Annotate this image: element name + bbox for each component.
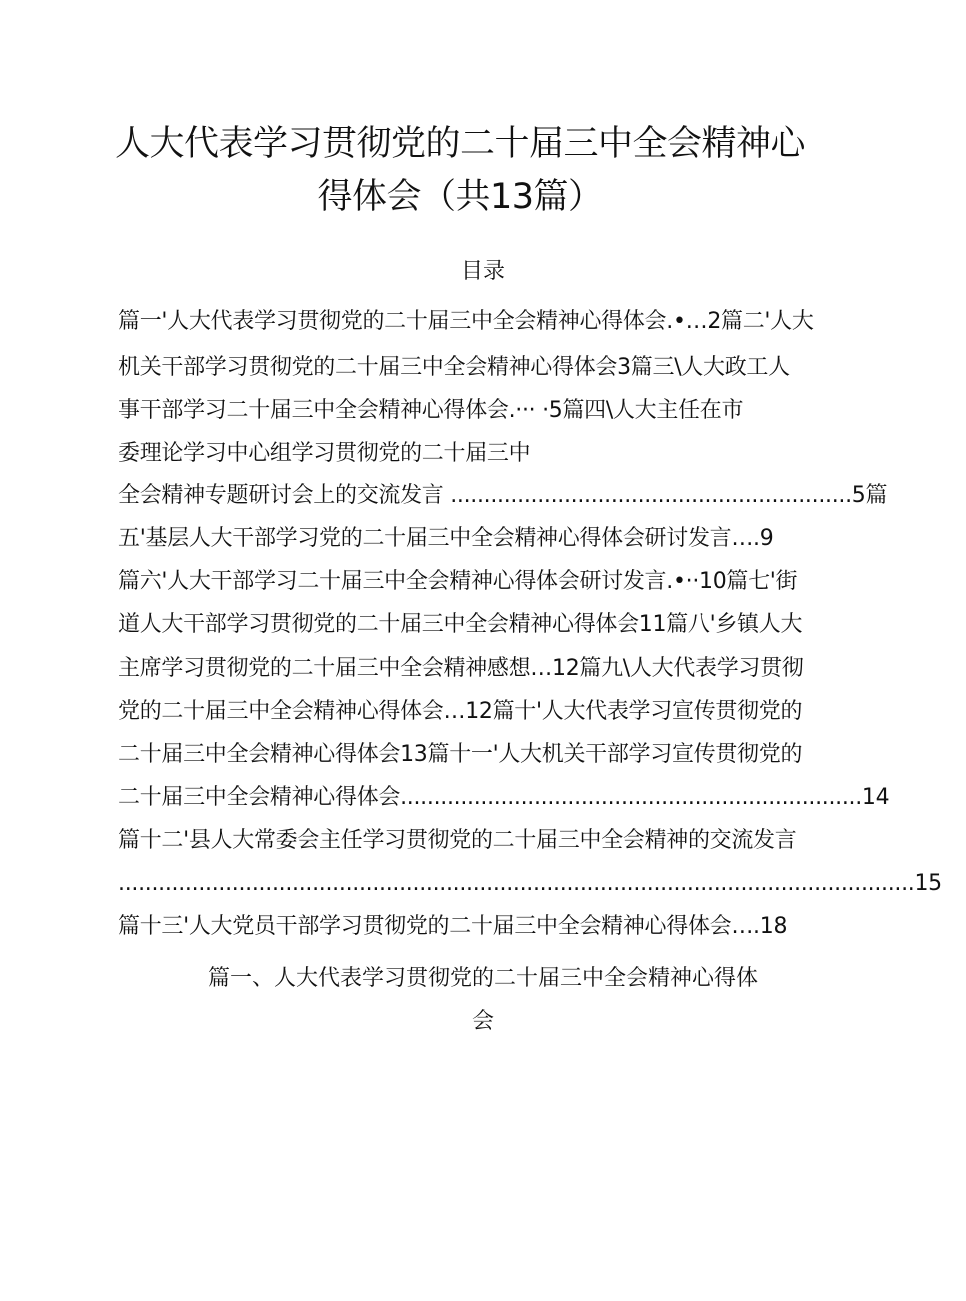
toc-heading: 目录	[460, 259, 505, 284]
document-title-line-1: 人大代表学习贯彻党的二十届三中全会精神心	[114, 124, 805, 164]
toc-line: 事干部学习二十届三中全会精神心得体会.··· ·5篇四\人大主任在市	[118, 398, 744, 423]
toc-line: 二十届三中全会精神心得体会.....................................................................14	[118, 785, 890, 810]
toc-line: 全会精神专题研讨会上的交流发言 ............................................................5篇	[118, 483, 888, 508]
toc-line: 五'基层人大干部学习党的二十届三中全会精神心得体会研讨发言….9	[118, 526, 774, 551]
toc-line: 党的二十届三中全会精神心得体会…12篇十'人大代表学习宣传贯彻党的	[118, 699, 803, 724]
toc-line: 道人大干部学习贯彻党的二十届三中全会精神心得体会11篇八'乡镇人大	[118, 612, 803, 637]
section-heading-line-2: 会	[471, 1009, 494, 1034]
toc-line: 主席学习贯彻党的二十届三中全会精神感想…12篇九\人大代表学习贯彻	[118, 656, 804, 681]
toc-line: 委理论学习中心组学习贯彻党的二十届三中	[118, 441, 531, 466]
toc-line: 篇一'人大代表学习贯彻党的二十届三中全会精神心得体会.•…2篇二'人大	[118, 309, 814, 334]
toc-line: 二十届三中全会精神心得体会13篇十一'人大机关干部学习宣传贯彻党的	[118, 742, 803, 767]
document-title-line-2: 得体会（共13篇）	[317, 177, 603, 217]
toc-line: .......................................................................................................................15	[118, 871, 942, 896]
toc-line: 篇十二'县人大常委会主任学习贯彻党的二十届三中全会精神的交流发言	[118, 828, 797, 853]
toc-line: 机关干部学习贯彻党的二十届三中全会精神心得体会3篇三\人大政工人	[118, 355, 790, 380]
toc-line: 篇六'人大干部学习二十届三中全会精神心得体会研讨发言.•··10篇七'街	[118, 569, 798, 594]
section-heading-line-1: 篇一、人大代表学习贯彻党的二十届三中全会精神心得体	[207, 966, 758, 991]
toc-line: 篇十三'人大党员干部学习贯彻党的二十届三中全会精神心得体会….18	[118, 914, 788, 939]
